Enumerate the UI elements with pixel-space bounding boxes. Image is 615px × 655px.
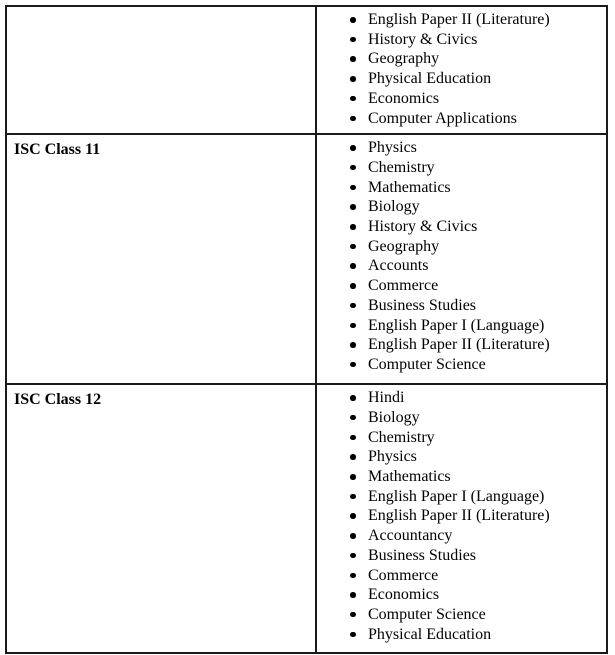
bullet-icon <box>350 323 356 329</box>
class-name-cell <box>6 134 316 384</box>
subject-list-item <box>350 506 600 526</box>
subject-name: Hindi <box>368 389 405 407</box>
bullet-icon <box>350 76 356 82</box>
subjects-cell <box>316 134 607 384</box>
subject-name: Computer Science <box>368 605 486 623</box>
subject-list-item <box>350 10 600 30</box>
subject-list-item <box>350 625 600 645</box>
bullet-icon <box>350 342 356 348</box>
class-name-cell <box>6 6 316 134</box>
subject-name: Computer Applications <box>368 109 517 127</box>
subject-name: Computer Science <box>368 355 486 373</box>
subject-list-item <box>350 585 600 605</box>
bullet-icon <box>350 533 356 539</box>
subject-list-item <box>350 526 600 546</box>
subject-list-item <box>350 487 600 507</box>
subject-list <box>317 10 600 128</box>
subject-name: English Paper I (Language) <box>368 487 545 505</box>
subject-list-item <box>350 217 600 237</box>
bullet-icon <box>350 224 356 230</box>
subject-list <box>317 388 600 644</box>
table-row <box>6 6 607 134</box>
bullet-icon <box>350 56 356 62</box>
subject-name: Physical Education <box>368 625 492 643</box>
subject-list <box>317 138 600 374</box>
subject-list-item <box>350 566 600 586</box>
bullet-icon <box>350 454 356 460</box>
subject-name: Geography <box>368 50 440 68</box>
subject-list-item <box>350 408 600 428</box>
subject-list-item <box>350 546 600 566</box>
subject-list-item <box>350 355 600 375</box>
bullet-icon <box>350 573 356 579</box>
subject-name: Chemistry <box>368 428 435 446</box>
bullet-icon <box>350 244 356 250</box>
subject-name: Business Studies <box>368 296 477 314</box>
subject-name: English Paper II (Literature) <box>368 507 550 525</box>
bullet-icon <box>350 435 356 441</box>
bullet-icon <box>350 592 356 598</box>
subject-list-item <box>350 30 600 50</box>
bullet-icon <box>350 116 356 122</box>
subject-name: History & Civics <box>368 218 478 236</box>
bullet-icon <box>350 283 356 289</box>
bullet-icon <box>350 303 356 309</box>
subject-list-item <box>350 158 600 178</box>
bullet-icon <box>350 612 356 618</box>
bullet-icon <box>350 145 356 151</box>
class-subjects-table <box>5 5 608 654</box>
subject-name: Physical Education <box>368 70 492 88</box>
bullet-icon <box>350 185 356 191</box>
subject-list-item <box>350 296 600 316</box>
subject-list-item <box>350 335 600 355</box>
subject-list-item <box>350 447 600 467</box>
subject-list-item <box>350 197 600 217</box>
bullet-icon <box>350 37 356 43</box>
subject-name: Accountancy <box>368 527 453 545</box>
subject-name: Commerce <box>368 566 439 584</box>
bullet-icon <box>350 474 356 480</box>
class-name-cell <box>6 384 316 653</box>
bullet-icon <box>350 204 356 210</box>
subject-list-item <box>350 316 600 336</box>
subject-name: Business Studies <box>368 546 477 564</box>
subject-list-item <box>350 89 600 109</box>
bullet-icon <box>350 17 356 23</box>
class-subjects-table-body <box>6 6 607 653</box>
subject-name: Chemistry <box>368 158 435 176</box>
subject-list-item <box>350 109 600 129</box>
subject-list-item <box>350 388 600 408</box>
subjects-cell <box>316 6 607 134</box>
subject-name: Accounts <box>368 257 429 275</box>
subject-list-item <box>350 237 600 257</box>
subjects-cell <box>316 384 607 653</box>
subject-name: Geography <box>368 237 440 255</box>
subject-name: Biology <box>368 198 420 216</box>
bullet-icon <box>350 96 356 102</box>
subject-list-item <box>350 178 600 198</box>
bullet-icon <box>350 263 356 269</box>
subject-list-item <box>350 256 600 276</box>
subject-list-item <box>350 605 600 625</box>
subject-list-item <box>350 138 600 158</box>
subject-name: English Paper I (Language) <box>368 316 545 334</box>
subject-list-item <box>350 276 600 296</box>
bullet-icon <box>350 553 356 559</box>
class-name-label: ISC Class 11 <box>14 141 101 159</box>
bullet-icon <box>350 632 356 638</box>
bullet-icon <box>350 395 356 401</box>
subject-list-item <box>350 49 600 69</box>
subject-name: Economics <box>368 586 440 604</box>
subject-name: Commerce <box>368 277 439 295</box>
subject-name: Mathematics <box>368 468 451 486</box>
subject-list-item <box>350 69 600 89</box>
table-row <box>6 134 607 384</box>
subject-name: History & Civics <box>368 30 478 48</box>
class-name-label: ISC Class 12 <box>14 391 102 409</box>
subject-name: English Paper II (Literature) <box>368 336 550 354</box>
bullet-icon <box>350 362 356 368</box>
subject-list-item <box>350 467 600 487</box>
bullet-icon <box>350 165 356 171</box>
subject-name: Economics <box>368 89 440 107</box>
bullet-icon <box>350 513 356 519</box>
subject-name: Physics <box>368 139 417 157</box>
bullet-icon <box>350 494 356 500</box>
subject-name: Physics <box>368 448 417 466</box>
table-row <box>6 384 607 653</box>
subject-name: Mathematics <box>368 178 451 196</box>
bullet-icon <box>350 415 356 421</box>
subject-name: English Paper II (Literature) <box>368 11 550 28</box>
subject-list-item <box>350 428 600 448</box>
subject-name: Biology <box>368 408 420 426</box>
